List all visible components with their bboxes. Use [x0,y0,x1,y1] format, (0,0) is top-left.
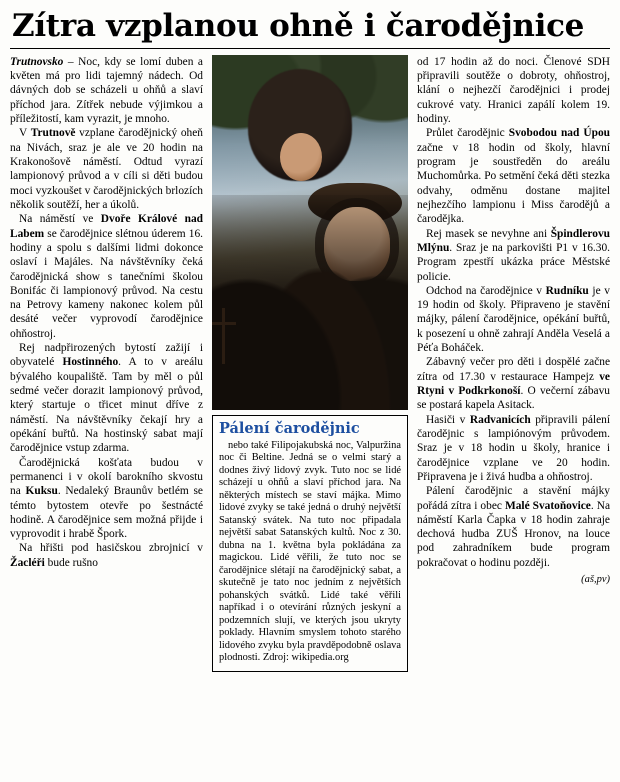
text-run: . Nedaleký Braunův betlém se témto bytostem otevře po šestnácté hodině. A čarodějnice sem možná přijde i vyprovodit i hrabě Špork. [10,485,203,541]
paragraph-spindleruv-mlyn [417,227,610,284]
photo-cross [222,308,225,364]
text-run: . O večerní zábavu se postará kapela Asitack. [417,385,610,412]
text-run: bude rušno [44,556,98,569]
dateline: Trutnovsko [10,55,64,68]
text-run: . Sraz je na parkovišti P1 v 16.30. Program zpestří ukázka práce Městské policie. [417,241,610,283]
place-trutnov: Trutnově [30,127,76,140]
text-run: je v 19 hodin od školy. Připraveno je stavění májky, pálení čarodějnice, opékání buřtů, k posezení u ohně zahrají Anděla Veselá a Péťa Boháček. [417,284,610,355]
place-radvanice: Radvanicích [469,413,531,426]
text-run: připravili pálení čarodějnic s lampiónovým průvodem. Sraz je v 18 hodin u školy, hranice i čarodějnice vzplane ve 20 hodin. Připravena je i živá hudba a ohňostroj. [417,413,610,483]
page-title: Zítra vzplanou ohně i čarodějnice [12,8,585,44]
text-run: Rej masek se nevyhne ani [426,227,551,240]
place-rtyne-v-podkrkonosi: ve Rtyni v Podkrkonoší [417,370,610,398]
place-hostinne: Hostinného [62,356,119,369]
caption-title: Pálení čarodějnic [219,419,360,437]
place-spindleruv-mlyn: Špindlerovu Mlýnu [417,227,610,254]
paragraph-trutnov [10,126,203,212]
paragraph-rtyne [417,355,610,412]
column-two [212,55,408,767]
caption-text: nebo také Filipojakubská noc, Valpuržina noc či Beltine. Jedná se o velmi starý a dodnes živý lidový zvyk. Tuto noc se lidé scházejí u ohňů a slaví příchod jara. Na některých místech se staví májka. Mimo lidové zvyky se také jedná o druhý největší Satanský svátek. Na tuto noc připadala největší sabat Satanských kultů. Noc z 30. dubna na 1. května byla pokládána za magickou. Lidé věřili, že tuto noc se čarodějnice slétají na čarodějnický sabat, a skutečně je tato noc jedním z největších pohanských svátků. Lidé také věřili napříkad i o otevírání různých jeskyní a podzemních slují, ve kterých jsou ukryty poklady. Hlavním smyslem tohoto starého lidového zvyku byla pravděpodobně oslava plodnosti. Zdroj: wikipedia.org [219,439,401,664]
paragraph-zacler [10,541,203,570]
photo-crowd [212,195,408,410]
text-run: Čarodějnická košťata budou v permanenci i v okolí barokního skvostu na [10,456,203,498]
text-run: Odchod na čarodějnice v [426,284,546,297]
text-run: začne v 18 hodin od školy, hlavní program je soustředěn do areálu Muchomůrka. Po setmění čeká děti stezka odvahy, odměnu dostane majitel nejhezčího lampionu i Miss čarodějů a čarodějka. [417,141,610,226]
photo-witch-face [280,133,322,181]
paragraph-radvanice [417,413,610,485]
text-run: Pálení čarodějnic a stavění májky pořádá zítra i obec [417,485,610,512]
article-photo [212,55,408,410]
text-run: vzplane čarodějnický oheň na Nivách, sraz je ale ve 20 hodin na Krakonošově náměstí. Odtud vyrazí lampionový průvod a v cíli si děti budou moci vyzkoušet v čarodějnických brlozích několik soutěží, her a úkolů. [10,127,203,211]
author-signature: (aš,pv) [581,574,610,586]
caption-box [212,415,408,672]
place-svoboda-nad-upou: Svobodou nad Úpou [508,127,610,140]
headline-divider [10,48,610,49]
text-run: Hasiči v [426,413,470,426]
text-run: Na náměstí ve [19,213,101,226]
text-run: Rej nadpřirozených bytostí zažijí i obyvatelé [10,342,203,369]
column-one [10,55,203,767]
text-run: V [19,127,31,140]
text-run: Průlet čarodějnic [426,127,509,140]
paragraph-svoboda [417,126,610,226]
paragraph-kuks [10,456,203,542]
place-kuks: Kuksu [25,485,58,498]
text-run: se čarodějnice slétnou úderem 16. hodiny a spolu s dalšími lidmi dokonce oslaví i Majáles. Na návštěvníky čeká čarodějnická show s tanečními školou Bonifác či lampionový průvod. Na cestu na Petrovy kameny nakonec kolem půl desáté večer vyprovodí čarodějnice ohňostroj. [10,227,203,340]
place-dvur-kralove: Dvoře Králové nad Labem [10,213,203,240]
paragraph-intro-text: – Noc, kdy se lomí duben a květen má pro lidi tajemný nádech. Od dávných dob se scházeli u ohňů a slaví příchod jara. Zítřek nebude výjimkou a příležitostí, kam vyrazit, je mnoho. [10,55,203,126]
paragraph-rudnik [417,284,610,356]
paragraph-dvur-kralove [10,212,203,341]
place-male-svatonovice: Malé Svatoňovice [504,499,591,512]
article-columns [10,55,610,767]
paragraph-male-svatonovice [417,484,610,570]
text-run: Na hřišti pod hasičskou zbrojnicí v [19,542,203,555]
paragraph-hostinne [10,341,203,456]
paragraph-intro [10,55,203,127]
paragraph-continued: od 17 hodin až do noci. Členové SDH připravili soutěže o dobroty, ohňostroj, klání o nejhezčí čarodějnici i prodej cukrové vaty. Hranici zapálí kolem 19. hodiny. [417,55,610,126]
place-zacler: Žacléři [10,556,45,569]
text-run: . A to v areálu bývalého koupaliště. Tam by měl o půl sedmé večer dorazit lampionový průvod, který startuje o třicet minut dříve z náměstí. Na návštěvníky čekají hry a opékání buřtů. Na hostinský sabat mají čarodějnice vstup zdarma. [10,356,203,455]
text-run: Zábavný večer pro děti i dospělé začne zítra od 17.30 v restaurace Hampejz [417,356,610,383]
place-rudnik: Rudníku [545,284,589,297]
column-three [417,55,610,767]
text-run: . Na náměstí Karla Čapka v 18 hodin zahraje dechová hudba ZUŠ Hronov, na louce pod zahradníkem bude program pokračovat o hodinu později. [417,499,611,569]
